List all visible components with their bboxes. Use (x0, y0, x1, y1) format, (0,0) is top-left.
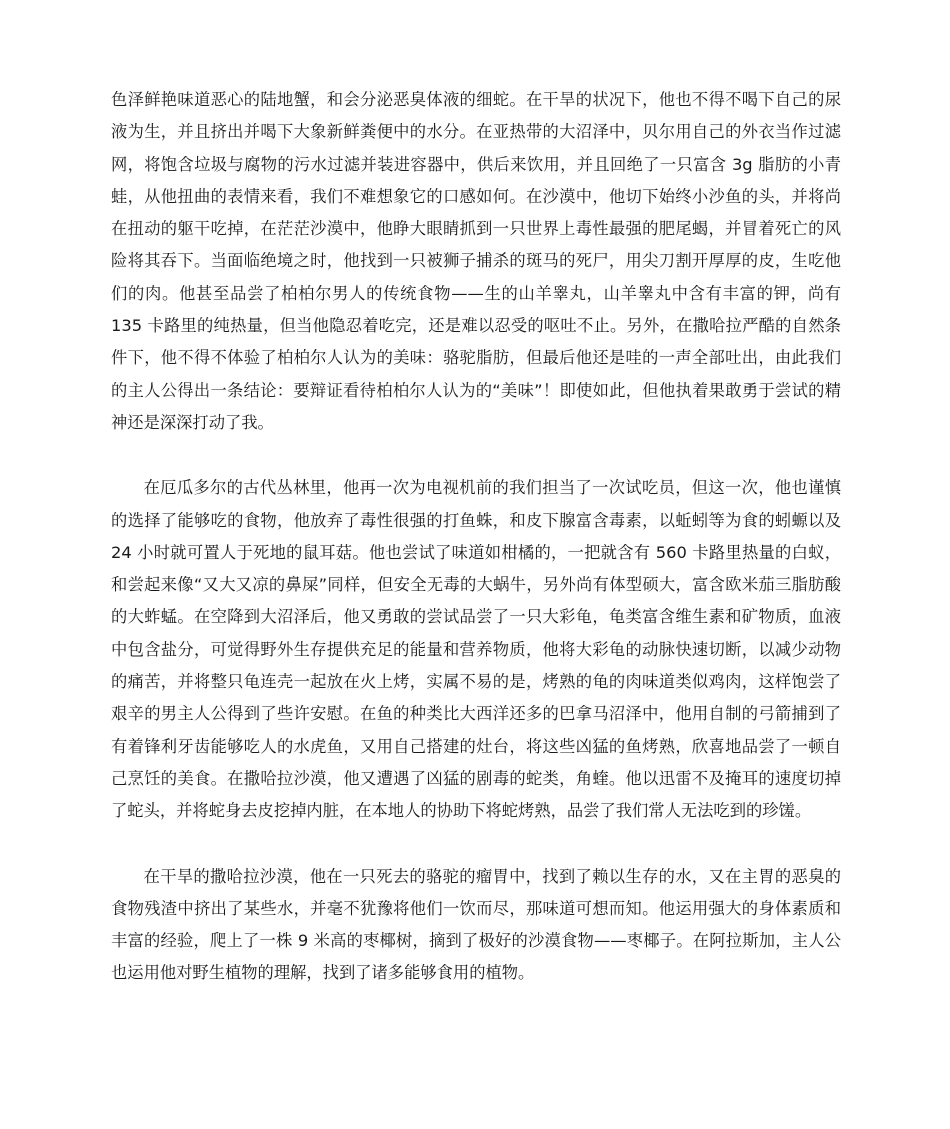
document-body (111, 84, 841, 990)
paragraph-gap (111, 828, 841, 861)
paragraph-3: 在干旱的撒哈拉沙漠，他在一只死去的骆驼的瘤胃中，找到了赖以生存的水，又在主胃的恶臭的食物残渣中挤出了某些水，并毫不犹豫将他们一饮而尽，那味道可想而知。他运用强大的身体素质和丰富的经验，爬上了一株 9 米高的枣椰树，摘到了极好的沙漠食物——枣椰子。在阿拉斯加，主人公也运用他对野生植物的理解，找到了诸多能够食用的植物。 (111, 866, 841, 983)
paragraph-1: 色泽鲜艳味道恶心的陆地蟹，和会分泌恶臭体液的细蛇。在干旱的状况下，他也不得不喝下自己的尿液为生，并且挤出并喝下大象新鲜粪便中的水分。在亚热带的大沼泽中，贝尔用自己的外衣当作过滤网，将饱含垃圾与腐物的污水过滤并装进容器中，供后来饮用，并且回绝了一只富含 3g 脂肪的小青蛙，从他扭曲的表情来看，我们不难想象它的口感如何。在沙漠中，他切下始终小沙鱼的头，并将尚在扭动的躯干吃掉，在茫茫沙漠中，他睁大眼睛抓到一只世界上毒性最强的肥尾蝎，并冒着死亡的风险将其吞下。当面临绝境之时，他找到一只被狮子捕杀的斑马的死尸，用尖刀割开厚厚的皮，生吃他们的肉。他甚至品尝了柏柏尔男人的传统食物——生的山羊睾丸，山羊睾丸中含有丰富的钾，尚有 135 卡路里的纯热量，但当他隐忍着吃完，还是难以忍受的呕吐不止。另外，在撒哈拉严酷的自然条件下，他不得不体验了柏柏尔人认为的美味：骆驼脂肪，但最后他还是哇的一声全部吐出，由此我们的主人公得出一条结论：要辩证看待柏柏尔人认为的“美味”！即使如此，但他执着果敢勇于尝试的精神还是深深打动了我。 (111, 90, 841, 432)
paragraph-2: 在厄瓜多尔的古代丛林里，他再一次为电视机前的我们担当了一次试吃员，但这一次，他也谨慎的选择了能够吃的食物，他放弃了毒性很强的打鱼蛛，和皮下腺富含毒素，以蚯蚓等为食的蚓螈以及 24 小时就可置人于死地的鼠耳菇。他也尝试了味道如柑橘的，一把就含有 560 卡路里热量的白蚁，和尝起来像“又大又凉的鼻屎”同样，但安全无毒的大蜗牛，另外尚有体型硕大，富含欧米茄三脂肪酸的大蚱蜢。在空降到大沼泽后，他又勇敢的尝试品尝了一只大彩龟，龟类富含维生素和矿物质，血液中包含盐分，可觉得野外生存提供充足的能量和营养物质，他将大彩龟的动脉快速切断，以减少动物的痛苦，并将整只龟连壳一起放在火上烤，实属不易的是，烤熟的龟的肉味道类似鸡肉，这样饱尝了艰辛的男主人公得到了些许安慰。在鱼的种类比大西洋还多的巴拿马沼泽中，他用自制的弓箭捕到了有着锋利牙齿能够吃人的水虎鱼，又用自己搭建的灶台，将这些凶猛的鱼烤熟，欣喜地品尝了一顿自己烹饪的美食。在撒哈拉沙漠，他又遭遇了凶猛的剧毒的蛇类，角蝰。他以迅雷不及掩耳的速度切掉了蛇头，并将蛇身去皮挖掉内脏，在本地人的协助下将蛇烤熟，品尝了我们常人无法吃到的珍馐。 (111, 478, 841, 821)
paragraph-gap (111, 439, 841, 472)
